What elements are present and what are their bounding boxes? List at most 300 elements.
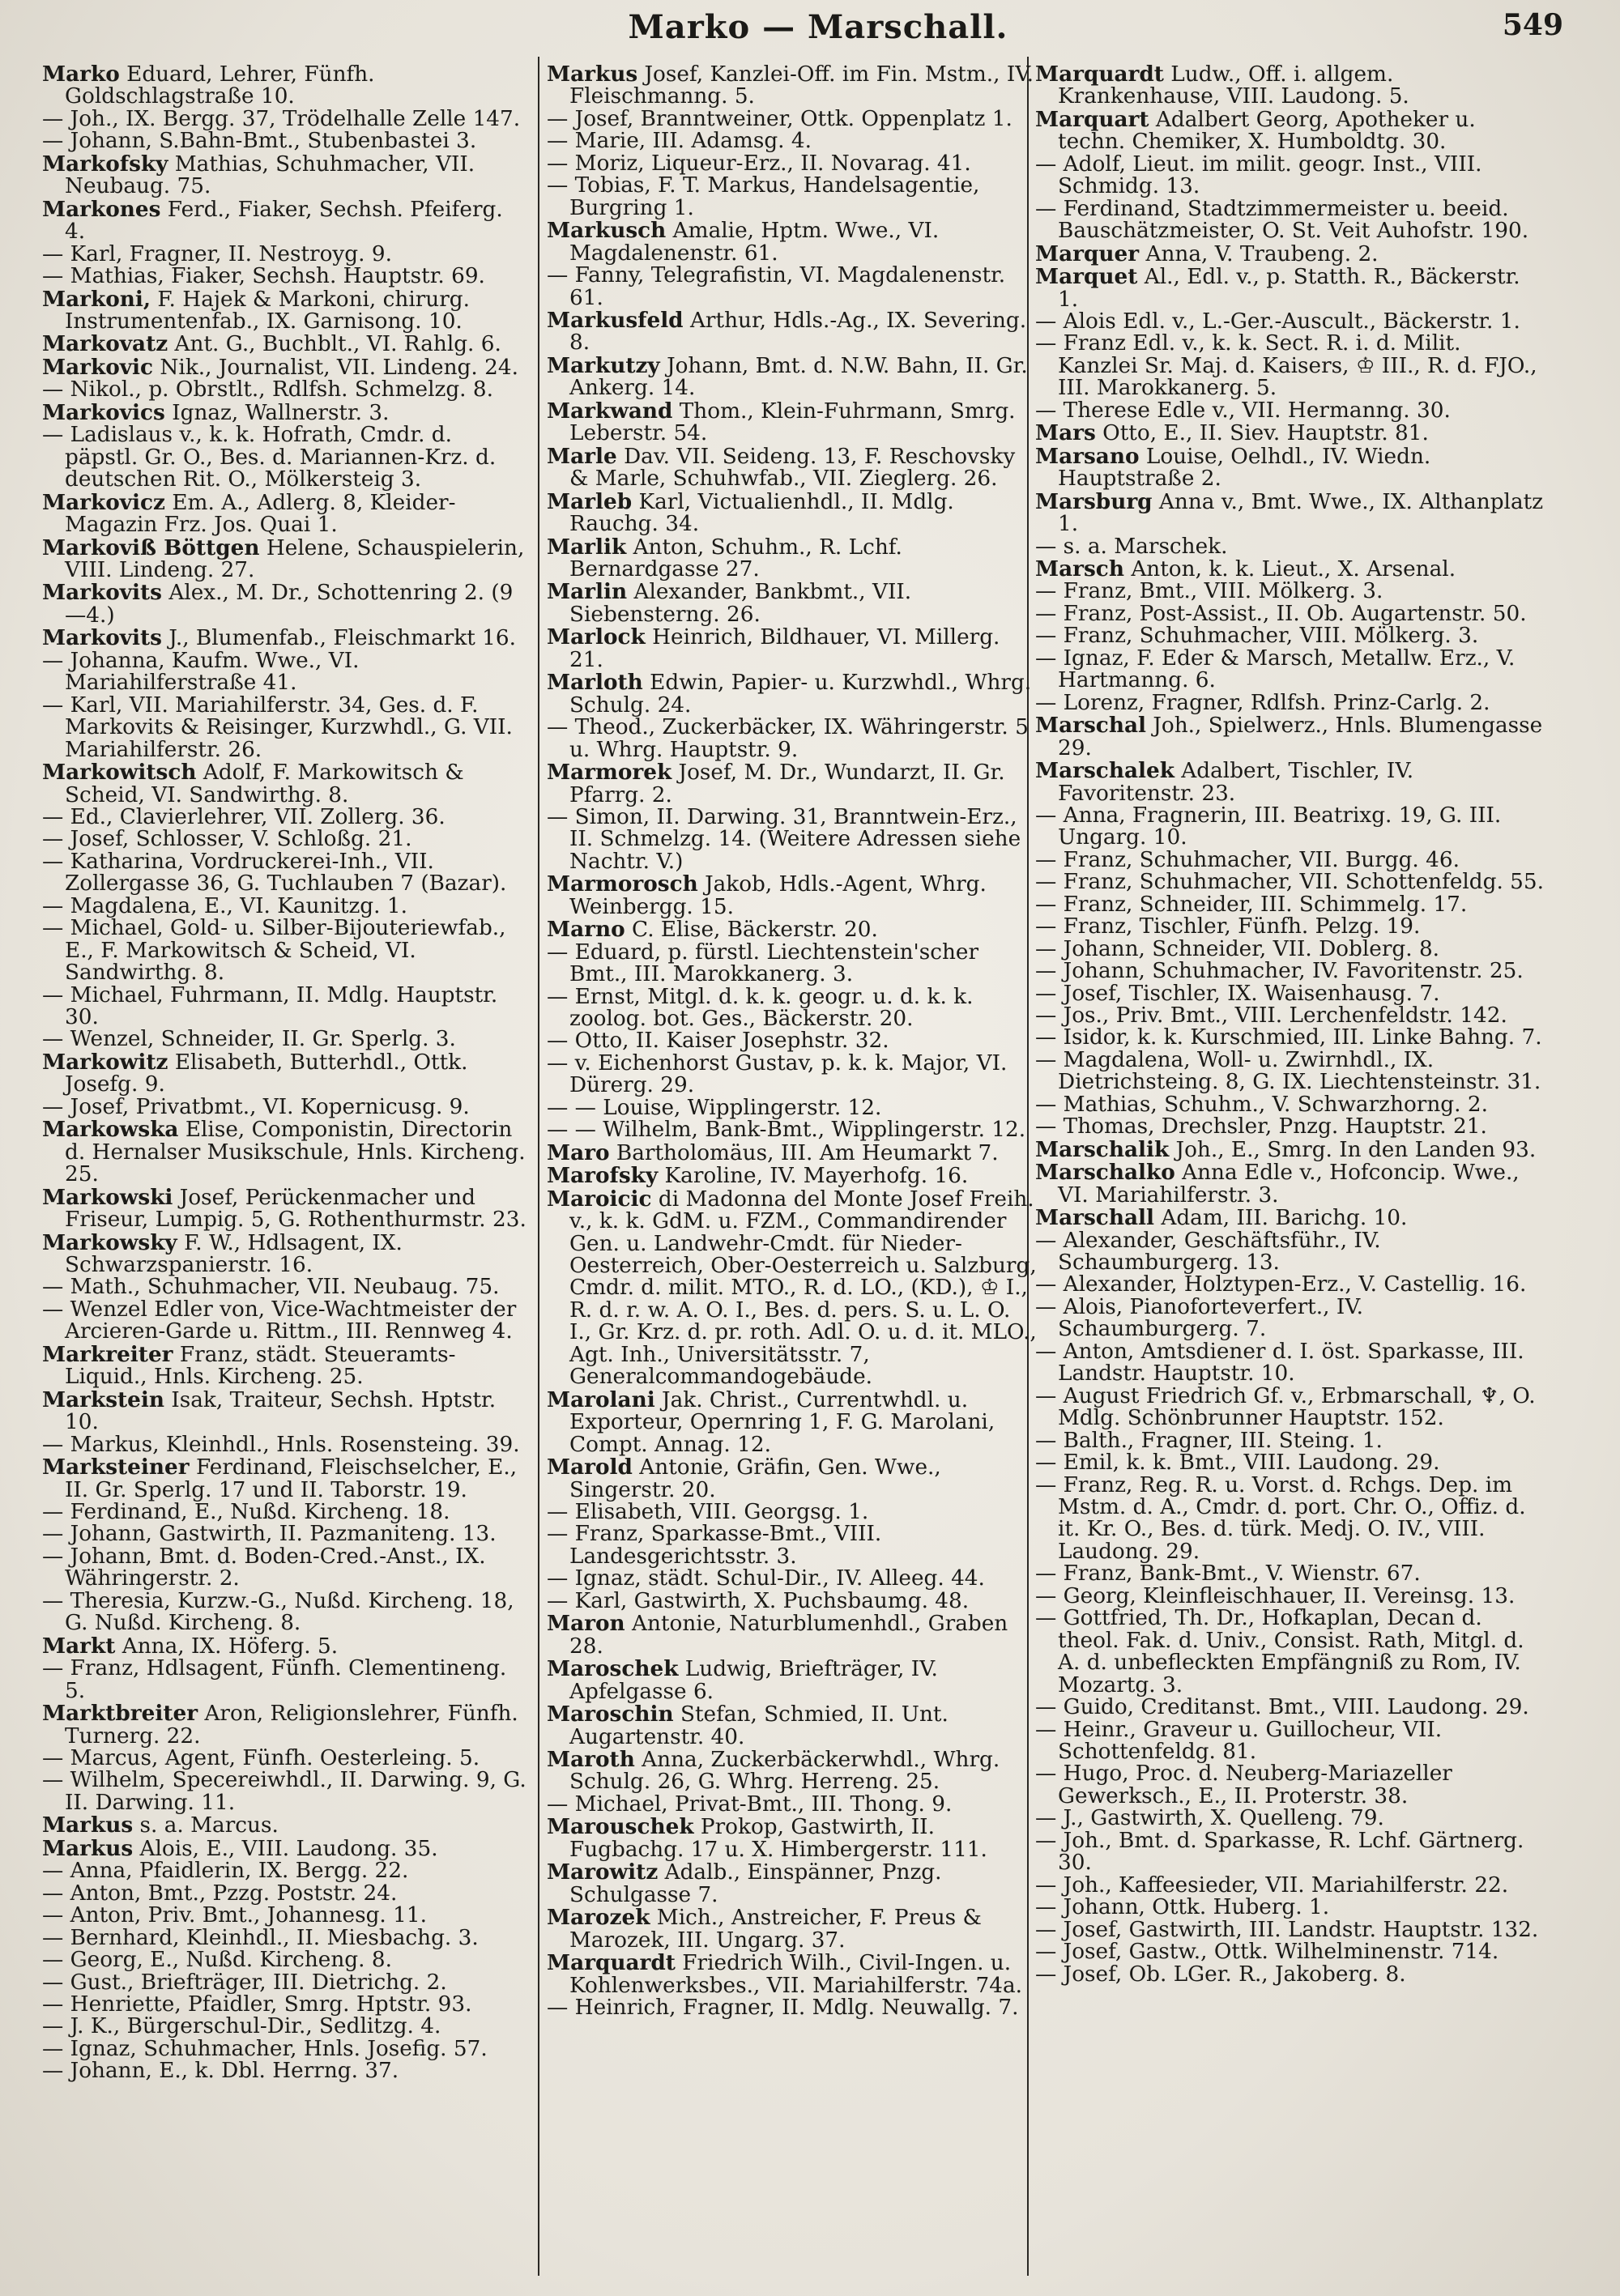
directory-entry [1035,1919,1545,1941]
entry-details: — Marcus, Agent, Fünfh. Oesterleing. 5. [42,1745,480,1770]
entry-details: — J., Gastwirth, X. Quelleng. 79. [1035,1806,1384,1831]
directory-entry [42,1814,528,1837]
directory-entry [42,379,528,401]
directory-entry [547,445,1037,491]
directory-entry [547,939,1037,987]
entry-surname: Markovics [42,399,165,425]
directory-entry [547,1050,1037,1098]
entry-surname: Marquet [1035,264,1138,290]
entry-surname: Marouschek [547,1814,694,1840]
directory-entry [1035,1027,1545,1049]
entry-details: Arthur, Hdls.-Ag., IX. Severing. 8. [569,308,1027,356]
entry-details: — Otto, II. Kaiser Josephstr. 32. [547,1029,889,1054]
entry-details: Prokop, Gastwirth, II. Fugbachg. 17 u. X. Himbergerstr. 111. [569,1815,987,1862]
entry-surname: Maroth [547,1746,635,1772]
entry-surname: Markreiter [42,1341,173,1367]
directory-entry [42,266,528,288]
entry-details: — Josef, Ob. LGer. R., Jakoberg. 8. [1035,1962,1406,1987]
directory-entry [547,130,1037,152]
directory-entry [42,2038,528,2060]
directory-entry [42,1546,528,1591]
entry-details: — Karl, Gastwirth, X. Puchsbaumg. 48. [547,1588,970,1613]
entry-surname: Marolani [547,1387,655,1412]
entry-details: — Jos., Priv. Bmt., VIII. Lerchenfeldstr. 142. [1035,1003,1507,1029]
entry-details: — Katharina, Vordruckerei-Inh., VII. Zollergasse 36, G. Tuchlauben 7 (Bazar). [42,849,507,897]
directory-entry [1035,1872,1545,1898]
entry-surname: Marschalek [1035,758,1174,784]
entry-surname: Marschall [1035,1205,1154,1231]
directory-entry [1035,894,1545,916]
directory-entry [1035,1116,1545,1138]
entry-details: Nik., Journalist, VII. Lindeng. 24. [160,355,518,380]
entry-details: — Michael, Fuhrmann, II. Mdlg. Hauptstr. 30. [42,982,498,1030]
entry-details: — Franz, Sparkasse-Bmt., VIII. Landesgerichtsstr. 3. [547,1522,882,1569]
entry-details: — Franz, Hdlsagent, Fünfh. Clementineng. 5. [42,1656,507,1703]
entry-details: — Johann, Schuhmacher, IV. Favoritenstr. 25. [1035,959,1524,984]
entry-details: — Simon, II. Darwing. 31, Branntwein-Erz., II. Schmelzg. 14. (Weitere Adressen siehe Nachtr. V.) [547,804,1021,874]
directory-entry [42,829,528,850]
entry-surname: Marschal [1035,713,1146,739]
entry-details: — J. K., Bürgerschul-Dir., Sedlitzg. 4. [42,2014,441,2039]
entry-details: F. W., Hdlsagent, IX. Schwarzspanierstr. 16. [65,1230,403,1278]
entry-details: — Magdalena, Woll- u. Zwirnhdl., IX. Dietrichsteing. 8, G. IX. Liechtensteinstr. 31. [1035,1047,1541,1095]
entry-details: — Franz, Schuhmacher, VII. Schottenfeldg. 55. [1035,870,1544,895]
page-number: 549 [1502,8,1563,42]
entry-details: — Heinrich, Fragner, II. Mdlg. Neuwallg. 7. [547,1995,1019,2020]
directory-entry [42,1770,528,1814]
directory-entry [547,804,1037,874]
entry-details: — Ignaz, F. Eder & Marsch, Metallw. Erz., V. Hartmanng. 6. [1035,645,1516,693]
entry-details: Ferd., Fiaker, Sechsh. Pfeiferg. 4. [65,197,503,245]
column-divider [538,57,539,2276]
entry-surname: Marlock [547,624,646,650]
entry-surname: Marksteiner [42,1455,190,1480]
directory-entry [42,106,528,131]
directory-entry [1035,1763,1545,1808]
directory-entry [547,1188,1037,1389]
column-1 [42,63,528,2274]
entry-surname: Marquardt [547,1950,676,1976]
directory-entry [42,537,528,582]
directory-entry [42,2060,528,2082]
directory-entry [1035,1161,1545,1207]
entry-details: Elise, Componistin, Directorin d. Hernalser Musikschule, Hnls. Kircheng. 25. [65,1118,526,1187]
directory-entry [1035,603,1545,625]
entry-details: Anna, IX. Höferg. 5. [122,1634,339,1659]
entry-surname: Marofsky [547,1163,659,1189]
entry-details: — Anton, Priv. Bmt., Johannesg. 11. [42,1903,427,1928]
directory-entry [42,804,528,829]
directory-entry [42,627,528,650]
entry-surname: Markovic [42,354,154,380]
directory-entry [547,1389,1037,1456]
entry-details: — Nikol., p. Obrstlt., Rdlfsh. Schmelzg. 8. [42,377,493,403]
entry-details: — Bernhard, Kleinhdl., II. Miesbachg. 3. [42,1925,479,1950]
directory-entry [1035,1808,1545,1830]
directory-entry [547,1816,1037,1861]
directory-entry [547,400,1037,445]
entry-details: — Math., Schuhmacher, VII. Neubaug. 75. [42,1275,500,1300]
directory-entry [42,1118,528,1186]
entry-details: Franz, städt. Steueramts-Liquid., Hnls. Kircheng. 25. [65,1342,456,1390]
entry-surname: Marsburg [1035,488,1153,514]
entry-details: — Isidor, k. k. Kurschmied, III. Linke Bahng. 7. [1035,1025,1542,1050]
entry-surname: Markowski [42,1184,173,1210]
entry-details: Josef, Kanzlei-Off. im Fin. Mstm., IV. Fleischmanng. 5. [569,63,1034,109]
entry-details: — Franz, Post-Assist., II. Ob. Augartenstr. 50. [1035,601,1527,626]
directory-entry [547,671,1037,717]
directory-entry [42,761,528,807]
entry-details: Alexander, Bankbmt., VII. Siebensterng. 26. [569,580,912,627]
entry-surname: Marold [547,1455,633,1480]
entry-surname: Markovits [42,580,162,606]
entry-details: Elisabeth, Butterhdl., Ottk. Josefg. 9. [65,1050,468,1097]
entry-details: Edwin, Papier- u. Kurzwhdl., Whrg. Schulg. 24. [569,671,1032,718]
entry-details: — Marie, III. Adamsg. 4. [547,129,812,154]
entry-details: — Karl, VII. Mariahilferstr. 34, Ges. d. F. Markovits & Reisinger, Kurzwhdl., G. VII. Mariahilferstr. 26. [42,692,513,762]
directory-entry [42,692,528,762]
entry-details: — Josef, Branntweiner, Ottk. Oppenplatz 1. [547,106,1013,131]
directory-entry [42,851,528,896]
entry-surname: Markovatz [42,331,168,357]
directory-entry [42,63,528,109]
entry-details: — Ernst, Mitgl. d. k. k. geogr. u. d. k. k. zoolog. bot. Ges., Bäckerstr. 20. [547,984,974,1032]
entry-surname: Markus [42,1813,134,1838]
entry-details: — — Wilhelm, Bank-Bmt., Wipplingerstr. 12. [547,1118,1026,1143]
directory-entry [1035,106,1545,155]
entry-details: Ludwig, Briefträger, IV. Apfelgasse 6. [569,1657,938,1704]
entry-surname: Markus [42,1835,134,1861]
entry-surname: Markstein [42,1387,165,1412]
directory-entry [547,1746,1037,1795]
entry-details: — Alois, Pianoforteverfert., IV. Schaumburgerg. 7. [1035,1294,1363,1342]
directory-entry [547,1612,1037,1658]
entry-details: Jakob, Hdls.-Agent, Whrg. Weinbergg. 15. [569,872,987,919]
entry-details: — Wilhelm, Specereiwhdl., II. Darwing. 9, G. II. Darwing. 11. [42,1768,526,1815]
directory-entry [42,1883,528,1905]
directory-entry [42,356,528,379]
directory-entry [42,241,528,266]
entry-details: — Ferdinand, E., Nußd. Kircheng. 18. [42,1500,450,1524]
directory-entry [547,1523,1037,1568]
entry-details: Anna, V. Traubeng. 2. [1145,241,1379,266]
directory-entry [1035,1430,1545,1452]
directory-entry [1035,916,1545,938]
entry-details: Ludw., Off. i. allgem. Krankenhause, VIII. Laudong. 5. [1058,63,1409,109]
entry-surname: Markt [42,1633,116,1659]
entry-details: — Johann, Ottk. Huberg. 1. [1035,1895,1330,1920]
entry-details: Ant. G., Buchblt., VI. Rahlg. 6. [174,332,501,357]
directory-entry [547,1997,1037,2019]
directory-entry [42,1658,528,1702]
directory-entry [1035,1719,1545,1764]
entry-details: Josef, Perückenmacher und Friseur, Lumpig. 5, G. Rothenthurmstr. 23. [65,1185,526,1233]
directory-entry [547,1791,1037,1817]
directory-entry [547,219,1037,265]
entry-details: Anna v., Bmt. Wwe., IX. Althanplatz 1. [1058,489,1544,537]
directory-entry [42,1905,528,1927]
entry-surname: Markwand [547,398,673,424]
entry-details: — Henriette, Pfaidler, Smrg. Hptstr. 93. [42,1991,472,2017]
directory-entry [1035,1207,1545,1229]
directory-entry [42,581,528,627]
entry-surname: Maron [547,1611,625,1637]
entry-details: di Madonna del Monte Josef Freih. v., k. k. GdM. u. FZM., Commandirender Gen. u. Landwehr-Cmdt. für Nieder-Oesterreich, Ober-Oesterreich u. Salzburg, Cmdr. d. milit. MTO., R. d. LO., (KD.), ♔ I., R. d. r. w. A. O. I., Bes. d. pers. S. u. L. O. I., Gr. Krz. d. pr. roth. Adl. O. u. d. it. MLO., Agt. Inh., Universitätsstr. 7, Generalcommandogebäude. [569,1186,1037,1390]
entry-details: Eduard, Lehrer, Fünfh. Goldschlagstraße 10. [65,63,375,109]
directory-entry [1035,1383,1545,1431]
entry-details: Mich., Anstreicher, F. Preus & Marozek, III. Ungarg. 37. [569,1906,982,1953]
directory-entry [547,873,1037,918]
directory-entry [42,1229,528,1278]
directory-entry [547,1703,1037,1749]
entry-details: Al., Edl. v., p. Statth. R., Bäckerstr. 1. [1058,265,1520,312]
entry-details: — Michael, Privat-Bmt., III. Thong. 9. [547,1791,953,1817]
directory-entry [1035,1094,1545,1116]
entry-details: Joh., E., Smrg. In den Landen 93. [1175,1137,1537,1162]
entry-details: — Anna, Fragnerin, III. Beatrixg. 19, G. III. Ungarg. 10. [1035,803,1502,850]
column-3 [1035,63,1545,2274]
directory-entry [42,130,528,152]
entry-details: — Alexander, Holztypen-Erz., V. Castellig. 16. [1035,1272,1527,1297]
column-2 [547,63,1037,2274]
directory-entry [1035,805,1545,850]
directory-entry [1035,1274,1545,1296]
entry-surname: Marsano [1035,443,1140,469]
entry-details: Antonie, Naturblumenhdl., Graben 28. [569,1612,1008,1659]
entry-details: Alois, E., VIII. Laudong. 35. [139,1836,438,1861]
directory-entry [42,1925,528,1950]
entry-details: — Anton, Amtsdiener d. I. öst. Sparkasse, III. Landstr. Hauptstr. 10. [1035,1339,1524,1387]
directory-entry [1035,645,1545,693]
entry-details: — Wenzel, Schneider, II. Gr. Sperlg. 3. [42,1027,456,1052]
directory-entry [1035,1341,1545,1386]
entry-details: — Anton, Bmt., Pzzg. Poststr. 24. [42,1881,398,1906]
directory-entry [547,265,1037,309]
directory-entry [42,1186,528,1232]
directory-entry [547,1588,1037,1613]
directory-entry [1035,1941,1545,1963]
directory-entry [1035,400,1545,422]
entry-details: Louise, Oelhdl., IV. Wiedn. Hauptstraße 2. [1058,444,1431,492]
directory-entry [42,1588,528,1636]
entry-details: — Franz, Schneider, III. Schimmelg. 17. [1035,892,1468,917]
entry-details: — Franz, Bank-Bmt., V. Wienstr. 67. [1035,1561,1421,1587]
entry-surname: Marno [547,917,625,943]
directory-entry [1035,558,1545,581]
entry-details: — Josef, Privatbmt., VI. Kopernicusg. 9. [42,1094,470,1119]
directory-entry [547,761,1037,807]
directory-entry [1035,714,1545,760]
entry-details: — Theod., Zuckerbäcker, IX. Währingerstr. 5 u. Whrg. Hauptstr. 9. [547,715,1029,762]
entry-details: — Ladislaus v., k. k. Hofrath, Cmdr. d. päpstl. Gr. O., Bes. d. Mariannen-Krz. d. deutschen Rit. O., Mölkersteig 3. [42,423,497,492]
entry-details: — Franz, Tischler, Fünfh. Pelzg. 19. [1035,914,1421,939]
entry-details: Thom., Klein-Fuhrmann, Smrg. Leberstr. 54. [569,398,1016,446]
directory-entry [42,982,528,1030]
directory-entry [547,1097,1037,1119]
entry-surname: Marschalik [1035,1136,1170,1162]
directory-entry [42,288,528,334]
directory-entry [1035,1583,1545,1608]
entry-details: — Elisabeth, VIII. Georgsg. 1. [547,1500,869,1524]
entry-details: — Johann, Schneider, VII. Doblerg. 8. [1035,936,1440,961]
entry-details: Otto, E., II. Siev. Hauptstr. 81. [1102,421,1429,446]
entry-details: — Theresia, Kurzw.-G., Nußd. Kircheng. 18, G. Nußd. Kircheng. 8. [42,1588,514,1636]
entry-surname: Markus [547,63,638,87]
entry-details: — Joh., IX. Bergg. 37, Trödelhalle Zelle 147. [42,106,521,131]
directory-entry [42,1949,528,1971]
entry-surname: Marle [547,443,617,469]
entry-details: Bartholomäus, III. Am Heumarkt 7. [616,1140,999,1165]
entry-details: — Markus, Kleinhdl., Hnls. Rosensteing. 39. [42,1432,520,1457]
entry-details: — Thomas, Drechsler, Pnzg. Hauptstr. 21. [1035,1114,1487,1139]
directory-entry [42,1456,528,1502]
entry-details: J., Blumenfab., Fleischmarkt 16. [168,626,517,651]
entry-details: Isak, Traiteur, Sechsh. Hptstr. 10. [65,1387,497,1435]
entry-details: — Michael, Gold- u. Silber-Bijouteriewfab., E., F. Markowitsch & Scheid, VI. Sandwirthg. 8. [42,916,506,986]
entry-details: C. Elise, Bäckerstr. 20. [632,918,878,943]
directory-entry [42,1434,528,1456]
entry-details: — August Friedrich Gf. v., Erbmarschall, ♆, O. Mdlg. Schönbrunner Hauptstr. 152. [1035,1383,1536,1431]
entry-surname: Marlin [547,579,628,605]
directory-entry [1035,983,1545,1005]
entry-details: — Wenzel Edler von, Vice-Wachtmeister der Arcieren-Garde u. Rittm., III. Rennweg 4. [42,1297,517,1344]
entry-details: — Alois Edl. v., L.-Ger.-Auscult., Bäckerstr. 1. [1035,309,1520,334]
entry-details: — Hugo, Proc. d. Neuberg-Mariazeller Gewerksch., E., II. Proterstr. 38. [1035,1761,1452,1808]
directory-entry [1035,1964,1545,1986]
directory-entry [547,581,1037,626]
directory-entry [547,626,1037,671]
directory-entry [42,918,528,984]
entry-details: — Joh., Bmt. d. Sparkasse, R. Lchf. Gärtnerg. 30. [1035,1828,1524,1876]
entry-details: Stefan, Schmied, II. Unt. Augartenstr. 40. [569,1702,949,1749]
entry-details: — Johann, Bmt. d. Boden-Cred.-Anst., IX. Währingerstr. 2. [42,1544,486,1591]
directory-entry [1035,625,1545,647]
entry-surname: Marschalko [1035,1160,1175,1186]
directory-entry [547,918,1037,941]
directory-entry [42,1635,528,1658]
entry-surname: Markowitsch [42,760,197,786]
page-header [40,5,1596,50]
entry-details: — Josef, Schlosser, V. Schloßg. 21. [42,827,412,852]
entry-surname: Marozek [547,1905,650,1931]
directory-entry [42,1745,528,1770]
directory-entry [1035,1563,1545,1585]
entry-details: — Franz, Bmt., VIII. Mölkerg. 3. [1035,579,1383,604]
entry-surname: Marktbreiter [42,1701,198,1727]
directory-entry [42,1502,528,1523]
directory-entry [547,1906,1037,1952]
directory-entry [547,536,1037,581]
directory-entry [547,1502,1037,1523]
entry-details: Alex., M. Dr., Schottenring 2. (9—4.) [65,581,514,628]
entry-details: Ignaz, Wallnerstr. 3. [172,400,390,425]
directory-entry [547,1568,1037,1590]
entry-details: — Georg, Kleinfleischhauer, II. Vereinsg. 13. [1035,1583,1516,1608]
entry-surname: Markusfeld [547,307,684,333]
entry-details: — Ed., Clavierlehrer, VII. Zollerg. 36. [42,804,446,829]
directory-entry [1035,63,1545,109]
directory-entry [547,309,1037,355]
directory-entry [1035,1472,1545,1564]
entry-surname: Marquart [1035,106,1149,132]
directory-entry [1035,311,1545,333]
page-title: Marko — Marschall. [628,8,1008,46]
entry-surname: Marowitz [547,1859,659,1885]
entry-surname: Markovicz [42,489,165,515]
entry-surname: Markowsky [42,1229,177,1255]
directory-entry [42,650,528,695]
directory-entry [1035,1047,1545,1095]
directory-entry [547,1456,1037,1502]
directory-entry [547,717,1037,761]
entry-details: — Josef, Gastwirth, III. Landstr. Hauptstr. 132. [1035,1917,1539,1942]
entry-details: — s. a. Marschek. [1035,534,1228,559]
directory-entry [42,1389,528,1434]
entry-surname: Markofsky [42,151,168,177]
entry-details: — Ignaz, Schuhmacher, Hnls. Josefig. 57. [42,2036,488,2061]
entry-details: Joh., Spielwerz., Hnls. Blumengasse 29. [1058,714,1543,760]
entry-details: s. a. Marcus. [139,1813,279,1838]
directory-entry [42,153,528,198]
entry-surname: Marmorek [547,760,672,786]
directory-entry [1035,151,1545,199]
entry-surname: Markoviß Böttgen [42,535,260,560]
directory-entry [42,1299,528,1344]
entry-details: — Mathias, Schuhm., V. Schwarzhorng. 2. [1035,1092,1488,1117]
entry-details: Heinrich, Bildhauer, VI. Millerg. 21. [569,625,1000,672]
entry-surname: Marleb [547,488,633,514]
directory-entry [1035,760,1545,805]
entry-details: Adalb., Einspänner, Pnzg. Schulgasse 7. [569,1860,942,1907]
directory-entry [42,1094,528,1119]
entry-details: Amalie, Hptm. Wwe., VI. Magdalenenstr. 61. [569,219,940,266]
entry-details: — Ignaz, städt. Schul-Dir., IV. Alleeg. 44. [547,1566,985,1591]
entry-details: — Alexander, Geschäftsführ., IV. Schaumburgerg. 13. [1035,1228,1381,1276]
entry-details: — Tobias, F. T. Markus, Handelsagentie, Burgring 1. [547,173,980,220]
directory-entry [547,1952,1037,1997]
entry-details: — Franz, Schuhmacher, VIII. Mölkerg. 3. [1035,624,1479,649]
entry-details: — Johann, E., k. Dbl. Herrng. 37. [42,2059,399,2084]
entry-details: — Gottfried, Th. Dr., Hofkaplan, Decan d. theol. Fak. d. Univ., Consist. Rath, Mitgl. d. A. d. unbefleckten Empfängniß zu Rom, IV. Mozartg. 3. [1035,1606,1524,1698]
entry-surname: Maroschek [547,1656,679,1682]
entry-details: — Lorenz, Fragner, Rdlfsh. Prinz-Carlg. 2. [1035,690,1490,715]
directory-entry [1035,936,1545,961]
entry-details: — Eduard, p. fürstl. Liechtenstein'scher Bmt., III. Marokkanerg. 3. [547,939,979,987]
entry-details: — Ferdinand, Stadtzimmermeister u. beeid. Bauschätzmeister, O. St. Veit Auhofstr. 190. [1035,196,1529,244]
entry-details: Ferdinand, Fleischselcher, E., II. Gr. Sperlg. 17 und II. Taborstr. 19. [65,1455,518,1502]
entry-details: — Franz, Schuhmacher, VII. Burgg. 46. [1035,847,1460,872]
entry-details: Adalbert, Tischler, IV. Favoritenstr. 23. [1058,759,1414,806]
entry-details: Helene, Schauspielerin, VIII. Lindeng. 27. [65,535,525,582]
entry-details: — Fanny, Telegrafistin, VI. Magdalenenstr. 61. [547,263,1006,310]
entry-details: — Georg, E., Nußd. Kircheng. 8. [42,1948,392,1973]
entry-details: Adalbert Georg, Apotheker u. techn. Chemiker, X. Humboldtg. 30. [1058,107,1476,155]
directory-entry [1035,243,1545,266]
entry-details: Friedrich Wilh., Civil-Ingen. u. Kohlenwerksbes., VII. Mariahilferstr. 74a. [569,1951,1022,1998]
entry-details: — Josef, Tischler, IX. Waisenhausg. 7. [1035,981,1440,1006]
directory-entry [1035,1608,1545,1697]
entry-details: — Emil, k. k. Bmt., VIII. Laudong. 29. [1035,1450,1440,1476]
directory-entry [547,1165,1037,1187]
entry-details: Karoline, IV. Mayerhofg. 16. [664,1164,969,1189]
entry-details: — — Louise, Wipplingerstr. 12. [547,1095,882,1120]
entry-surname: Markovits [42,625,162,651]
entry-details: Jak. Christ., Currentwhdl. u. Exporteur, Opernring 1, F. G. Marolani, Compt. Annag. 12. [569,1387,995,1457]
entry-surname: Maroicic [547,1186,652,1212]
directory-entry [547,63,1037,109]
entry-details: Anna, Zuckerbäckerwhdl., Whrg. Schulg. 26, G. Whrg. Herreng. 25. [569,1747,1000,1795]
entry-details: Antonie, Gräfin, Gen. Wwe., Singerstr. 20. [569,1455,941,1502]
